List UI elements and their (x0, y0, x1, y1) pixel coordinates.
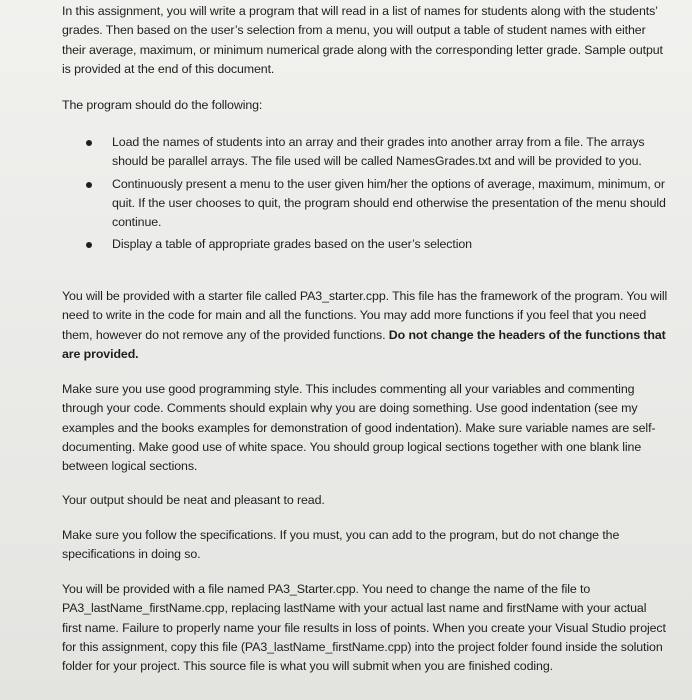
bullet-icon (86, 182, 92, 188)
bullet-icon (86, 242, 92, 248)
starter-file-paragraph (62, 287, 668, 364)
bullet-icon (86, 140, 92, 146)
specifications-paragraph: Make sure you follow the specifications. If you must, you can add to the program, but do not change the specifications in doing so. (62, 528, 620, 562)
programming-style-paragraph: Make sure you use good programming style. This includes commenting all your variables and commenting through your code. Comments should explain why you are doing something. Use good indentation (see my examples and the books examples for demonstration of good indentation). Make sure variable names are self-documenting. Make good use of white space. You should group logical sections together with one blank line between logical sections. (62, 382, 656, 474)
starter-file-text: You will be provided with a starter file called PA3_starter.cpp. This file has the framework of the program. You will need to write in the code for main and all the functions. You may add more functions if you feel that you need them, however do not remove any of the provided functions. (62, 289, 668, 342)
list-item (62, 235, 668, 254)
list-item (62, 133, 668, 172)
intro-paragraph: In this assignment, you will write a program that will read in a list of names for students along with the students’ grades. Then based on the user’s selection from a menu, you will output a table of student names with either their average, maximum, or minimum numerical grade along with the corresponding letter grade. Sample output is provided at the end of this document. (62, 4, 663, 76)
list-item-text: Load the names of students into an array and their grades into another array from a file. The arrays should be parallel arrays. The file used will be called NamesGrades.txt and will be provided to you. (112, 135, 645, 169)
output-paragraph: Your output should be neat and pleasant to read. (62, 493, 325, 507)
program-requirements-heading: The program should do the following: (62, 98, 263, 112)
requirements-list (62, 133, 668, 255)
list-item-text: Continuously present a menu to the user given him/her the options of average, maximum, minimum, or quit. If the user chooses to quit, the program should end otherwise the presentation of the menu should continue. (112, 176, 666, 230)
file-naming-paragraph: You will be provided with a file named PA3_Starter.cpp. You need to change the name of the file to PA3_lastName_firstName.cpp, replacing lastName with your actual last name and firstName with your actual first name. Failure to properly name your file results in loss of points. When you create your Visual Studio project for this assignment, copy this file (PA3_lastName_firstName.cpp) into the project folder found inside the solution folder for your project. This source file is what you will submit when you are finished coding. (62, 582, 666, 674)
starter-file-warning: Do not change the headers of the functions that are provided. (62, 327, 666, 361)
list-item-text: Display a table of appropriate grades based on the user’s selection (112, 237, 472, 252)
list-item (62, 175, 668, 233)
